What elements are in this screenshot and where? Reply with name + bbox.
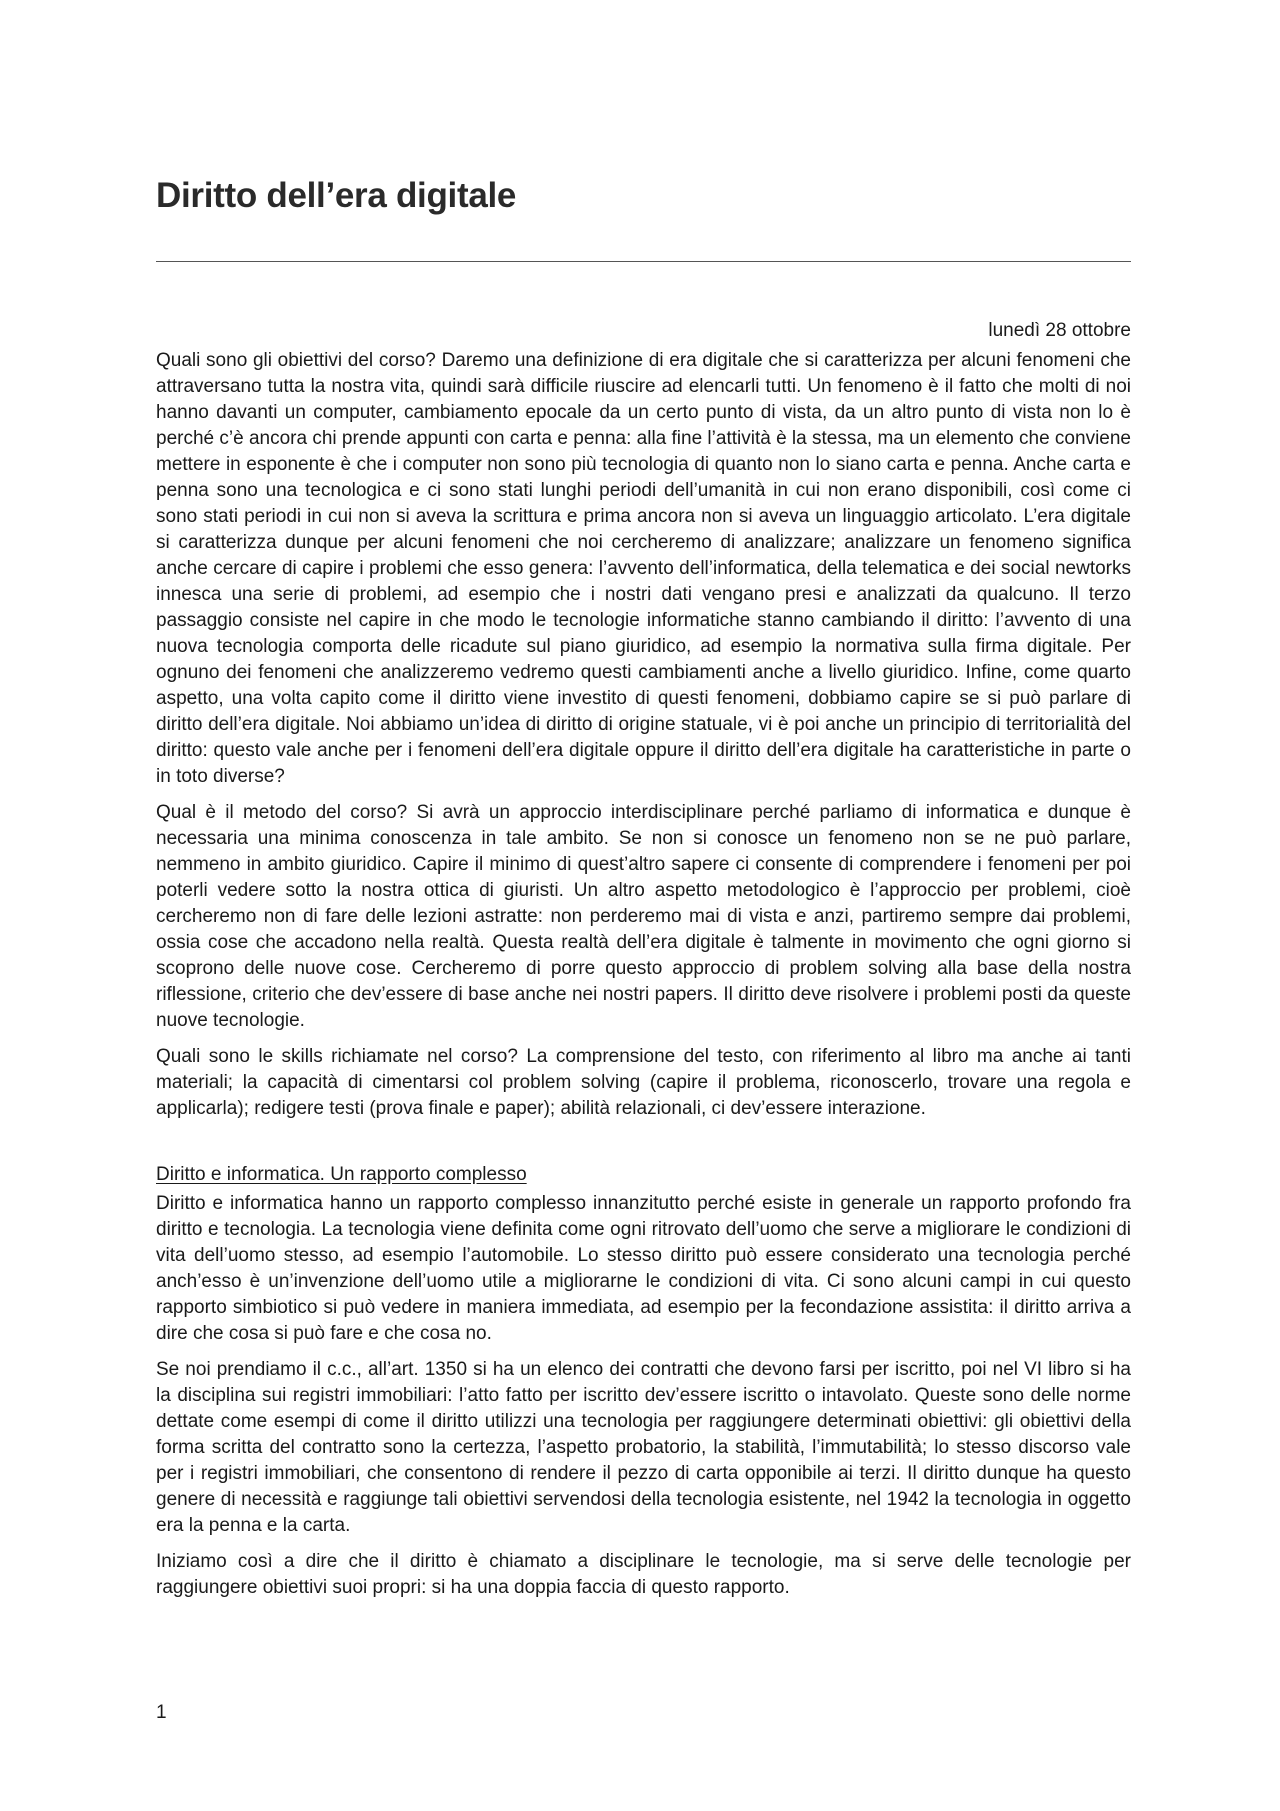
paragraph-law-technology: Diritto e informatica hanno un rapporto complesso innanzitutto perché esiste in generale un rapporto profondo fra diritto e tecnologia. La tecnologia viene definita come ogni ritrovato dell’uomo che serve a migliorare le condizioni di vita dell’uomo stesso, ad esempio l’automobile. Lo stesso diritto può essere considerato una tecnologia perché anch’esso è un’invenzione dell’uomo utile a migliorarne le condizioni di vita. Ci sono alcuni campi in cui questo rapporto simbiotico si può vedere in maniera immediata, ad esempio per la fecondazione assistita: il diritto arriva a dire che cosa si può fare e che cosa no. [156,1193,1131,1344]
lecture-date: lunedì 28 ottobre [988,320,1131,341]
paragraph-objectives: Quali sono gli obiettivi del corso? Daremo una definizione di era digitale che si caratterizza per alcuni fenomeni che attraversano tutta la nostra vita, quindi sarà difficile riuscire ad elencarli tutti. Un fenomeno è il fatto che molti di noi hanno davanti un computer, cambiamento epocale da un certo punto di vista, da un altro punto di vista non lo è perché c’è ancora chi prende appunti con carta e penna: alla fine l’attività è la stessa, ma un elemento che conviene mettere in esponente è che i computer non sono più tecnologia di quanto non lo siano carta e penna. Anche carta e penna sono una tecnologica e ci sono stati lunghi periodi dell’umanità in cui non erano disponibili, così come ci sono stati periodi in cui non si aveva la scrittura e prima ancora non si aveva un linguaggio articolato. L’era digitale si caratterizza dunque per alcuni fenomeni che noi cercheremo di analizzare; analizzare un fenomeno significa anche cercare di capire i problemi che esso genera: l’avvento dell’informatica, della telematica e dei social newtorks innesca una serie di problemi, ad esempio che i nostri dati vengano presi e analizzati da qualcuno. Il terzo passaggio consiste nel capire in che modo le tecnologie informatiche stanno cambiando il diritto: l’avvento di una nuova tecnologia comporta delle ricadute sul piano giuridico, ad esempio la normativa sulla firma digitale. Per ognuno dei fenomeni che analizzeremo vedremo questi cambiamenti anche a livello giuridico. Infine, come quarto aspetto, una volta capito come il diritto viene investito di questi fenomeni, dobbiamo capire se si può parlare di diritto dell’era digitale. Noi abbiamo un’idea di diritto di origine statuale, vi è poi anche un principio di territorialità del diritto: questo vale anche per i fenomeni dell’era digitale oppure il diritto dell’era digitale ha caratteristiche in parte o in toto diverse? [156,350,1131,787]
document-body [156,318,1131,1611]
section-heading: Diritto e informatica. Un rapporto complesso [156,1164,527,1185]
paragraph-method: Qual è il metodo del corso? Si avrà un approccio interdisciplinare perché parliamo di informatica e dunque è necessaria una minima conoscenza in tale ambito. Se non si conosce un fenomeno non se ne può parlare, nemmeno in ambito giuridico. Capire il minimo di quest’altro sapere ci consente di comprendere i fenomeni per poi poterli vedere sotto la nostra ottica di giuristi. Un altro aspetto metodologico è l’approccio per problemi, cioè cercheremo non di fare delle lezioni astratte: non perderemo mai di vista e anzi, partiremo sempre dai problemi, ossia cose che accadono nella realtà. Questa realtà dell’era digitale è talmente in movimento che ogni giorno si scoprono delle nuove cose. Cercheremo di porre questo approccio di problem solving alla base della nostra riflessione, criterio che dev’essere di base anche nei nostri papers. Il diritto deve risolvere i problemi posti da queste nuove tecnologie. [156,802,1131,1031]
paragraph-skills: Quali sono le skills richiamate nel corso? La comprensione del testo, con riferimento al libro ma anche ai tanti materiali; la capacità di cimentarsi col problem solving (capire il problema, riconoscerlo, trovare una regola e applicarla); redigere testi (prova finale e paper); abilità relazionali, ci dev’essere interazione. [156,1046,1131,1119]
paragraph-conclusion: Iniziamo così a dire che il diritto è chiamato a disciplinare le tecnologie, ma si serve delle tecnologie per raggiungere obiettivi suoi propri: si ha una doppia faccia di questo rapporto. [156,1551,1131,1598]
page-number: 1 [156,1702,167,1723]
paragraph-civil-code: Se noi prendiamo il c.c., all’art. 1350 si ha un elenco dei contratti che devono farsi per iscritto, poi nel VI libro si ha la disciplina sui registri immobiliari: l’atto fatto per iscritto dev’essere iscritto o intavolato. Queste sono delle norme dettate come esempi di come il diritto utilizzi una tecnologia per raggiungere determinati obiettivi: gli obiettivi della forma scritta del contratto sono la certezza, l’aspetto probatorio, la stabilità, l’immutabilità; lo stesso discorso vale per i registri immobiliari, che consentono di rendere il pezzo di carta opponibile ai terzi. Il diritto dunque ha questo genere di necessità e raggiunge tali obiettivi servendosi della tecnologia esistente, nel 1942 la tecnologia in oggetto era la penna e la carta. [156,1359,1131,1536]
title-divider [156,261,1131,262]
document-title: Diritto dell’era digitale [156,176,517,215]
